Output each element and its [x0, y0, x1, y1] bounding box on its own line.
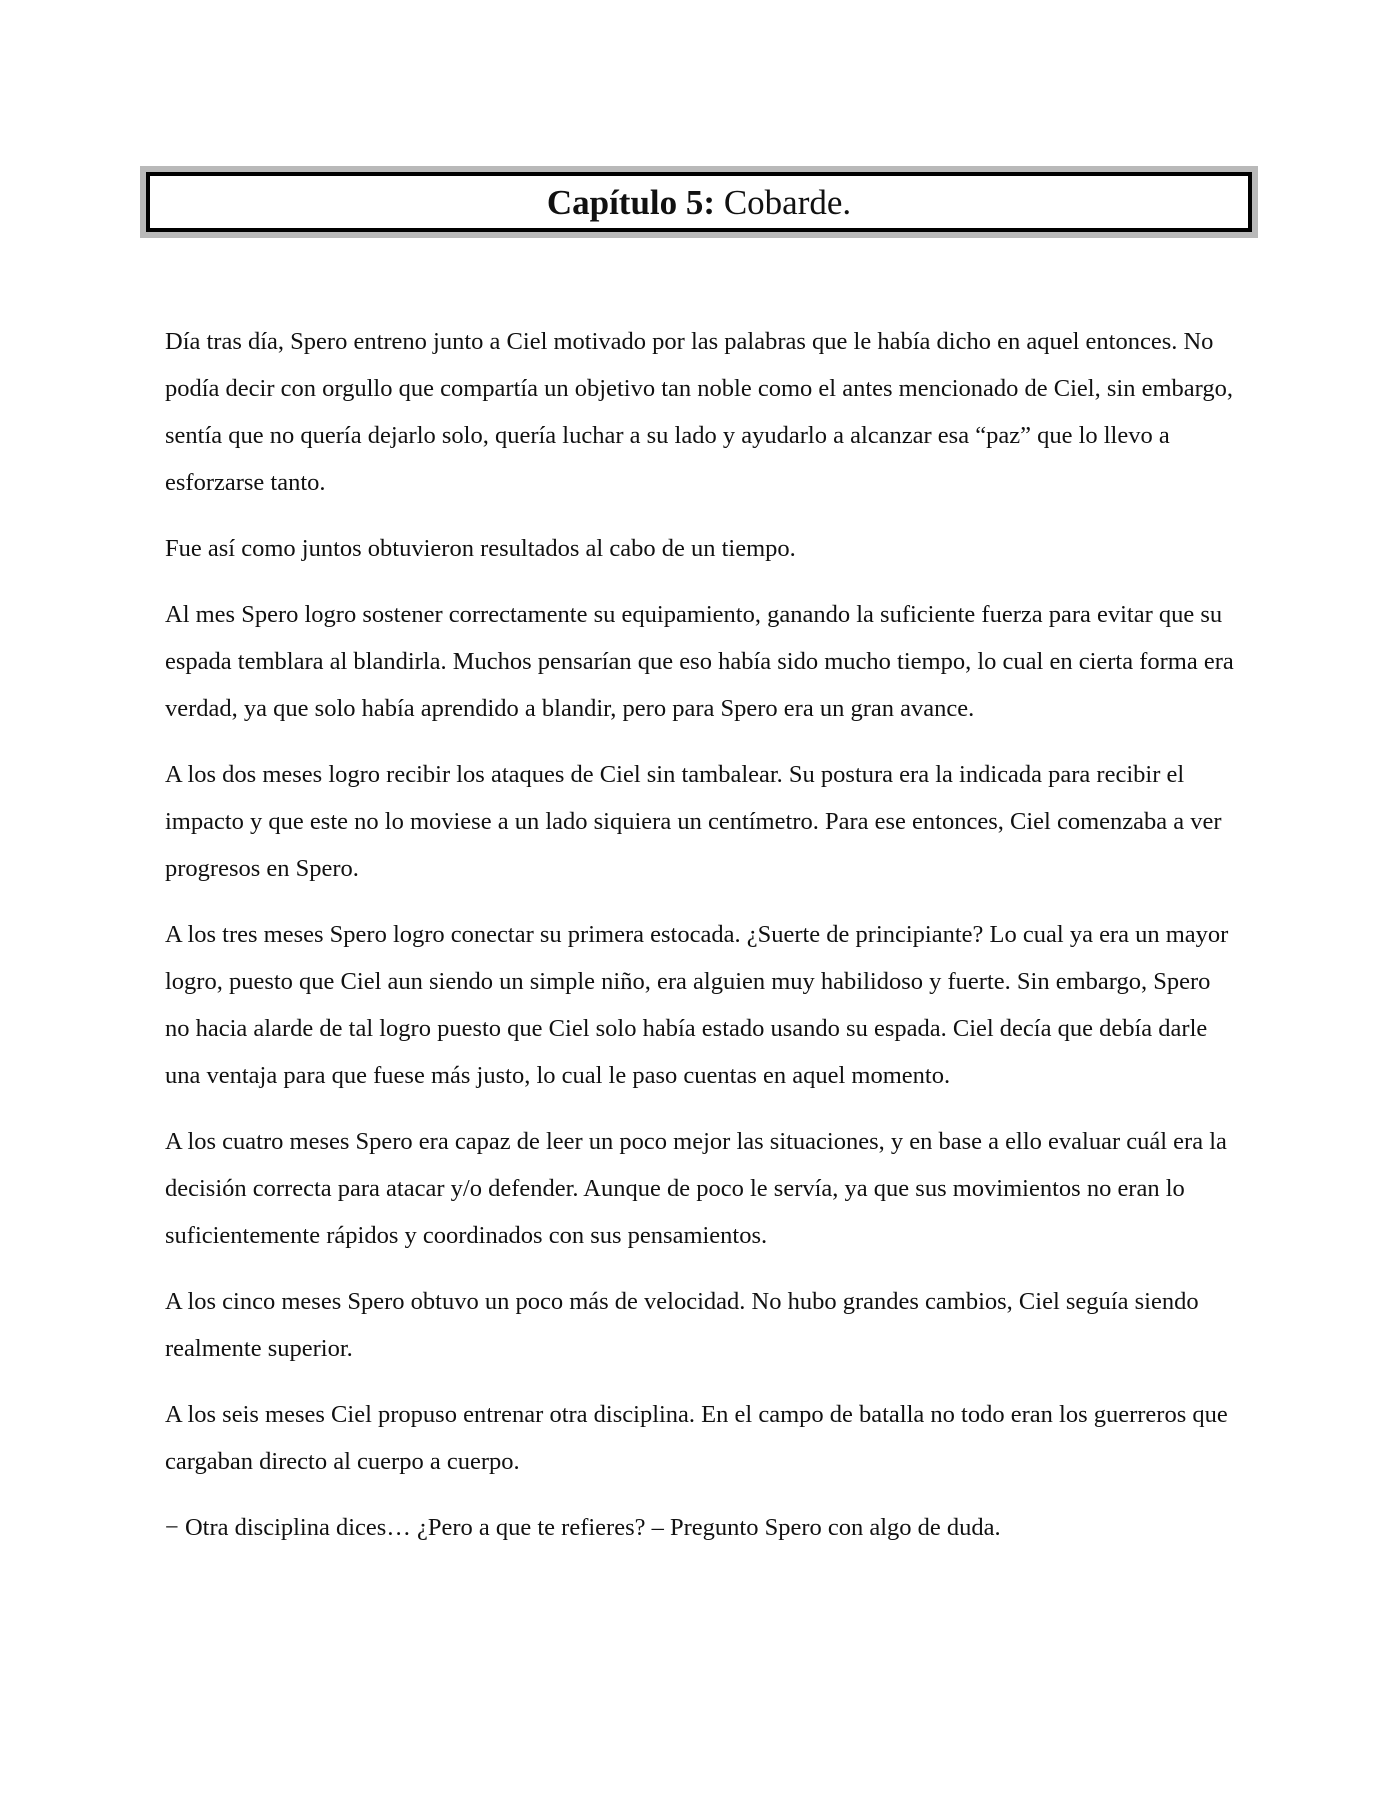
paragraph: Día tras día, Spero entreno junto a Ciel motivado por las palabras que le había dicho en aquel entonces. No podía decir con orgullo que compartía un objetivo tan noble como el antes mencionado de Ciel, sin embargo, sentía que no quería dejarlo solo, quería luchar a su lado y ayudarlo a alcanzar esa “paz” que lo llevo a esforzarse tanto.	[165, 328, 1233, 496]
chapter-label: Capítulo 5:	[546, 182, 716, 222]
paragraph: A los seis meses Ciel propuso entrenar otra disciplina. En el campo de batalla no todo eran los guerreros que cargaban directo al cuerpo a cuerpo.	[165, 1401, 1228, 1475]
paragraph: A los dos meses logro recibir los ataques de Ciel sin tambalear. Su postura era la indicada para recibir el impacto y que este no lo moviese a un lado siquiera un centímetro. Para ese entonces, Ciel comenzaba a ver progresos en Spero.	[165, 761, 1222, 882]
paragraph: A los cuatro meses Spero era capaz de leer un poco mejor las situaciones, y en base a ello evaluar cuál era la decisión correcta para atacar y/o defender. Aunque de poco le servía, ya que sus movimientos no eran lo suficientemente rápidos y coordinados con sus pensamientos.	[165, 1128, 1227, 1249]
chapter-title: Cobarde.	[723, 182, 852, 222]
chapter-title-frame	[140, 166, 1258, 238]
chapter-title-box	[146, 172, 1252, 232]
paragraph: A los tres meses Spero logro conectar su primera estocada. ¿Suerte de principiante? Lo cual ya era un mayor logro, puesto que Ciel aun siendo un simple niño, era alguien muy habilidoso y fuerte. Sin embargo, Spero no hacia alarde de tal logro puesto que Ciel solo había estado usando su espada. Ciel decía que debía darle una ventaja para que fuese más justo, lo cual le paso cuentas en aquel momento.	[165, 921, 1229, 1089]
paragraph: Al mes Spero logro sostener correctamente su equipamiento, ganando la suficiente fuerza para evitar que su espada temblara al blandirla. Muchos pensarían que eso había sido mucho tiempo, lo cual en cierta forma era verdad, ya que solo había aprendido a blandir, pero para Spero era un gran avance.	[165, 601, 1234, 722]
chapter-body	[165, 318, 1240, 1570]
paragraph: A los cinco meses Spero obtuvo un poco más de velocidad. No hubo grandes cambios, Ciel seguía siendo realmente superior.	[165, 1288, 1199, 1362]
dialogue-line: − Otra disciplina dices… ¿Pero a que te refieres? – Pregunto Spero con algo de duda.	[165, 1514, 1001, 1541]
paragraph: Fue así como juntos obtuvieron resultados al cabo de un tiempo.	[165, 535, 796, 562]
